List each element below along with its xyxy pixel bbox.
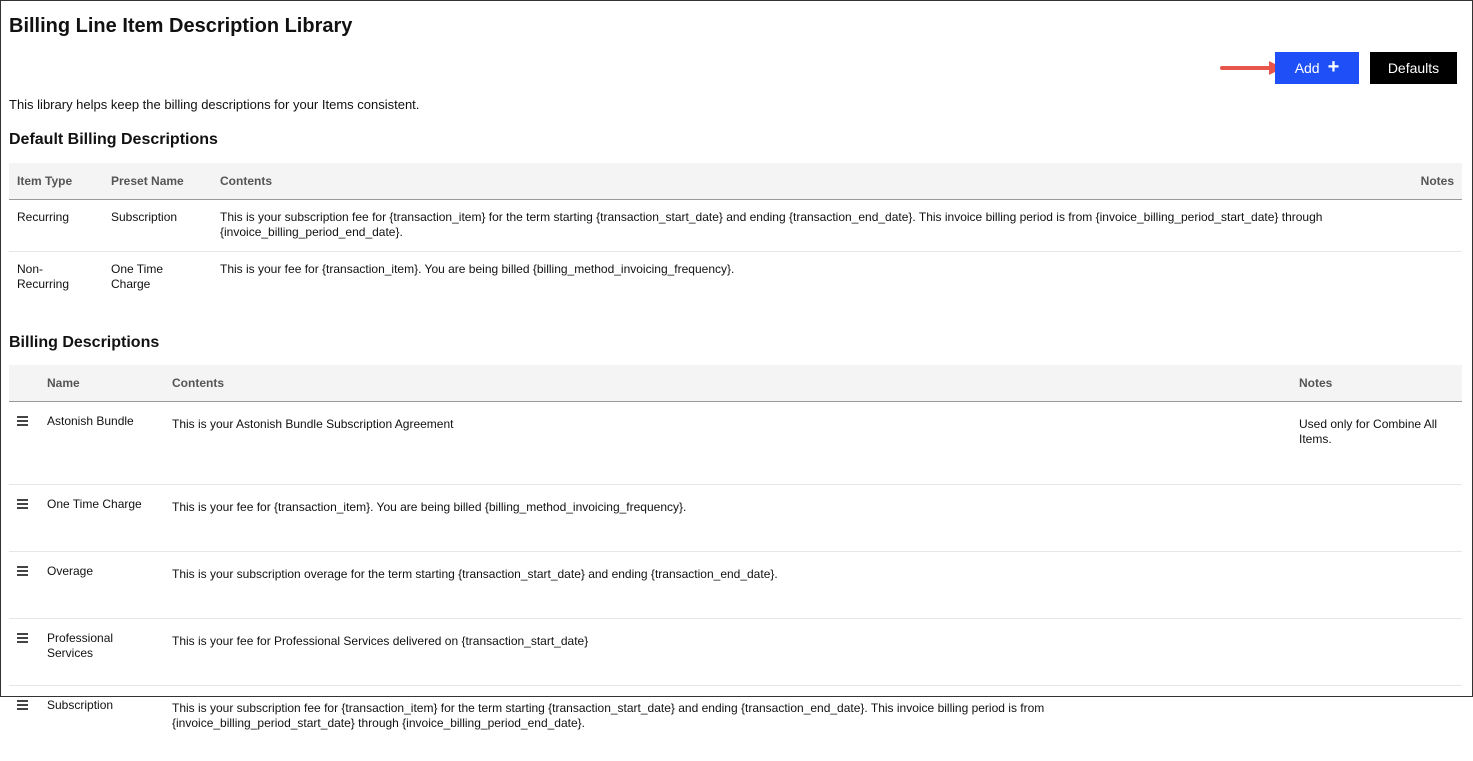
billing-descriptions-table [9,365,1462,761]
item-type-cell: Recurring [9,200,103,252]
plus-icon: + [1328,57,1340,77]
table-row[interactable] [9,552,1462,619]
notes-cell [1402,252,1462,303]
column-header-name: Name [47,365,172,402]
contents-cell: This is your fee for {transaction_item}. You are being billed {billing_method_invoicing_frequency}. [212,252,1402,303]
table-row[interactable] [9,619,1462,686]
name-cell: Subscription [47,686,172,761]
notes-cell: Used only for Combine All Items. [1299,402,1462,485]
drag-handle-cell[interactable] [9,485,47,552]
preset-name-cell: Subscription [103,200,212,252]
name-cell: One Time Charge [47,485,172,552]
drag-handle-icon[interactable] [17,498,28,508]
notes-cell [1299,619,1462,686]
table-row[interactable] [9,252,1462,303]
contents-cell: This is your subscription fee for {transaction_item} for the term starting {transaction_start_date} and ending {transaction_end_date}. This invoice billing period is from {invoice_billing_period_start_date} through {invoice_billing_period_end_date}. [172,686,1299,761]
name-cell: Astonish Bundle [47,402,172,485]
notes-cell [1299,485,1462,552]
column-header-notes: Notes [1299,365,1462,402]
column-header-contents: Contents [212,163,1402,200]
preset-name-cell: One Time Charge [103,252,212,303]
contents-cell: This is your fee for {transaction_item}. You are being billed {billing_method_invoicing_frequency}. [172,485,1299,552]
notes-cell [1299,552,1462,619]
drag-handle-cell[interactable] [9,552,47,619]
column-header-handle [9,365,47,402]
default-descriptions-table [9,163,1462,302]
column-header-notes: Notes [1402,163,1462,200]
contents-cell: This is your subscription fee for {transaction_item} for the term starting {transaction_start_date} and ending {transaction_end_date}. This invoice billing period is from {invoice_billing_period_start_date} through {invoice_billing_period_end_date}. [212,200,1402,252]
column-header-contents: Contents [172,365,1299,402]
drag-handle-icon[interactable] [17,632,28,642]
drag-handle-icon[interactable] [17,699,28,709]
drag-handle-cell[interactable] [9,619,47,686]
name-cell: Overage [47,552,172,619]
add-button-label: Add [1295,60,1320,76]
contents-cell: This is your fee for Professional Services delivered on {transaction_start_date} [172,619,1299,686]
default-descriptions-title: Default Billing Descriptions [9,131,218,149]
contents-cell: This is your Astonish Bundle Subscription Agreement [172,402,1299,485]
item-type-cell: Non-Recurring [9,252,103,303]
column-header-item-type: Item Type [9,163,103,200]
name-cell: Professional Services [47,619,172,686]
table-header-row [9,365,1462,402]
column-header-preset-name: Preset Name [103,163,212,200]
page-title: Billing Line Item Description Library [9,15,352,38]
defaults-button[interactable]: Defaults [1370,52,1457,84]
billing-descriptions-title: Billing Descriptions [9,334,159,352]
table-row[interactable] [9,402,1462,485]
contents-cell: This is your subscription overage for the term starting {transaction_start_date} and ending {transaction_end_date}. [172,552,1299,619]
table-row[interactable] [9,200,1462,252]
table-header-row [9,163,1462,200]
add-button[interactable] [1275,52,1359,84]
table-row[interactable] [9,485,1462,552]
drag-handle-cell[interactable] [9,402,47,485]
notes-cell [1402,200,1462,252]
library-description: This library helps keep the billing descriptions for your Items consistent. [9,97,419,112]
drag-handle-icon[interactable] [17,415,28,425]
drag-handle-icon[interactable] [17,565,28,575]
